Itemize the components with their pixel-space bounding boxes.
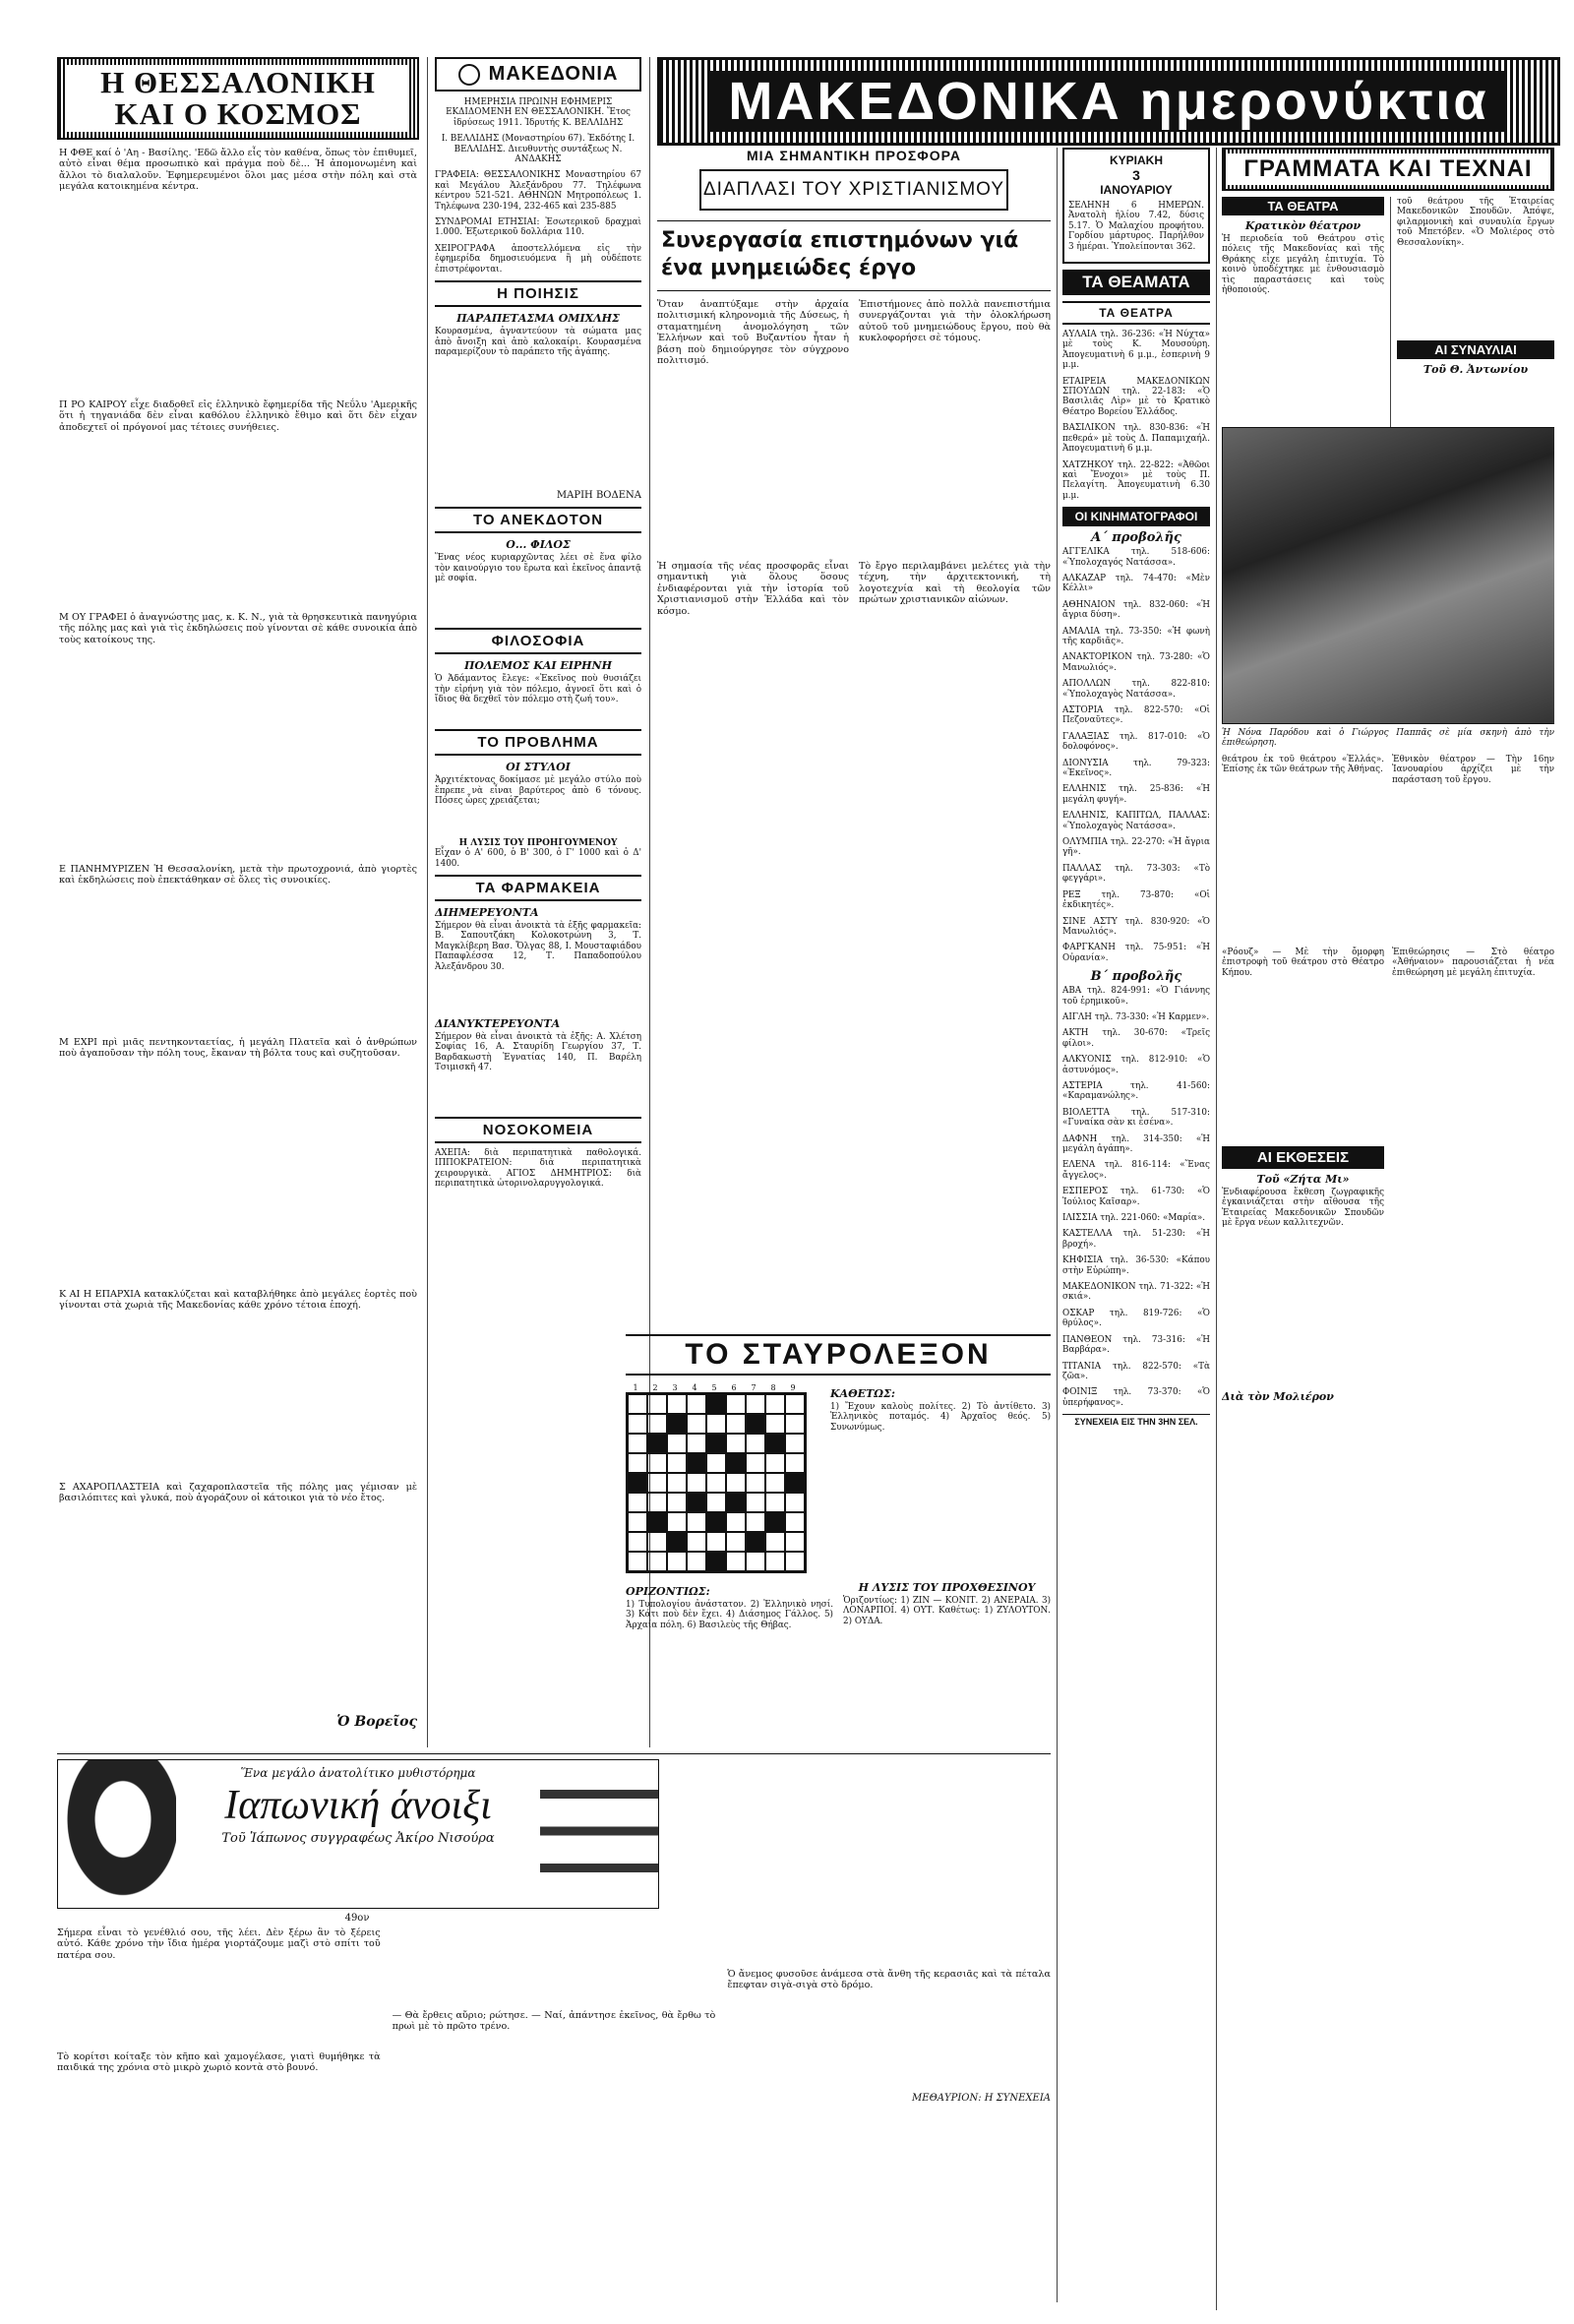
down-clues: 1) Ἔχουν καλοὺς πολίτες. 2) Τὸ ἀντίθετο. 3) Ἑλληνικὸς ποταμός. 4) Ἀρχαῖος θεός. 5) Συνωνύμως. (830, 1402, 1051, 1433)
article-paragraph: Σ ΑΧΑΡΟΠΛΑΣΤΕΙΑ καὶ ζαχαροπλαστεῖα τῆς πόλης μας γέμισαν μὲ βασιλόπιτες καὶ γλυκά, ποὺ ἀγοράζουν οἱ κάτοικοι γιὰ τὸ νέο ἔτος. (59, 1482, 417, 1504)
cinema-listing: ΕΛΛΗΝΙΣ, ΚΑΠΙΤΩΛ, ΠΑΛΛΑΣ: «Ὑπολοχαγὸς Νατάσσα». (1062, 811, 1210, 831)
cinema-listing: ΤΙΤΑΝΙΑ τηλ. 822-570: «Τὰ ζῶα». (1062, 1361, 1210, 1381)
arts-theatre-title: ΤΑ ΘΕΑΤΡΑ (1222, 197, 1384, 215)
arts-theatre-body: Ἡ περιοδεία τοῦ Θεάτρου στὶς πόλεις τῆς Μακεδονίας καὶ τῆς Θράκης εἶχε μεγάλη ἐπιτυχία. Τὸ κοινὸ ὑποδέχτηκε μὲ ἐνθουσιασμὸ τὶς παραστάσεις καὶ τοὺς ἠθοποιούς. (1222, 234, 1384, 296)
stage-photo (1222, 427, 1554, 724)
masthead-notice: ΧΕΙΡΟΓΡΑΦΑ ἀποστελλόμενα εἰς τὴν ἐφημερίδα δημοσιευόμενα ἢ μὴ οὐδέποτε ἐπιστρέφονται. (435, 243, 641, 275)
pharmacies-subtitle: ΔΙΗΜΕΡΕΥΟΝΤΑ (435, 905, 539, 919)
series-title: ΔΙΑΠΛΑΣΙ ΤΟΥ ΧΡΙΣΤΙΑΝΙΣΜΟΥ (699, 169, 1008, 211)
center-headline: Συνεργασία επιστημόνων γιά ένα μνημειώδες έργο (661, 228, 1019, 280)
masthead-offices: ΓΡΑΦΕΙΑ: ΘΕΣΣΑΛΟΝΙΚΗΣ Μοναστηρίου 67 καὶ Μεγάλου Ἀλεξάνδρου 77. Τηλέφωνα κέντρου 521-521. ΑΘΗΝΩΝ Μητροπόλεως 1. Τηλέφωνα 230-194, 232-465 καὶ 235-885 (435, 170, 641, 212)
cinema-listing: ΟΛΥΜΠΙΑ τηλ. 22-270: «Ἡ ἄγρια γῆ». (1062, 837, 1210, 858)
cinema-listing: ΑΚΤΗ τηλ. 30-670: «Τρεῖς φίλοι». (1062, 1028, 1210, 1049)
anecdote-subtitle: Ο... ΦΙΛΟΣ (506, 538, 571, 552)
cinema-listing: ΔΙΟΝΥΣΙΑ τηλ. 79-323: «Ἐκεῖνος». (1062, 758, 1210, 779)
novel-episode: 49ον (344, 1913, 370, 1924)
crossword-solution: Ὁριζοντίως: 1) ΖΙΝ — ΚΟΝΙΤ. 2) ΑΝΕΡΑΙΑ. 3) ΛΟΝΑΡΠΟΙ. 4) ΟΥΤ. Καθέτως: 1) ΖΥΛΟΥΤΟΝ. 2) ΟΥΔΑ. (843, 1596, 1051, 1626)
anecdote-body: Ἕνας νέος κυριαρχῶντας λέει σὲ ἕνα φίλο τὸν καινούργιο του ἔρωτα καὶ ἐκεῖνος ἀπαντᾷ μὲ σοφία. (435, 553, 641, 583)
cinema-listing: ΑΠΟΛΛΩΝ τηλ. 822-810: «Ὑπολοχαγὸς Νατάσσα». (1062, 679, 1210, 700)
molieros-subtitle: Διὰ τὸν Μολιέρον (1222, 1389, 1334, 1403)
article-paragraph: Μ ΕΧΡΙ πρὶ μιᾶς πεντηκονταετίας, ἡ μεγάλη Πλατεῖα καὶ ὁ ἀνθρώπων ποὺ ἀγαποῦσαν τὴν πόλη τους, ἔκαναν τὴ βόλτα τους καὶ συζητοῦσαν. (59, 1037, 417, 1060)
cinema-listing: ΙΛΙΣΣΙΑ τηλ. 221-060: «Μαρία». (1062, 1213, 1206, 1224)
arts-paragraph: Ἐθνικὸν θέατρον — Τὴν 16ην Ἰανουαρίου ἀρχίζει μὲ τὴν παράσταση τοῦ ἔργου. (1392, 754, 1554, 785)
poetry-author: ΜΑΡΙΗ ΒΟΔΕΝΑ (556, 490, 641, 502)
exhibitions-subtitle: Τοῦ «Ζήτα Μι» (1256, 1172, 1350, 1186)
crossword-numbers: 1 2 3 4 5 6 7 8 9 (633, 1383, 796, 1392)
problem-solution-title: Η ΛΥΣΙΣ ΤΟΥ ΠΡΟΗΓΟΥΜΕΝΟΥ (458, 838, 618, 849)
center-kicker: ΜΙΑ ΣΗΜΑΝΤΙΚΗ ΠΡΟΣΦΟΡΑ (746, 148, 962, 163)
cinemas-title: ΟΙ ΚΙΝΗΜΑΤΟΓΡΑΦΟΙ (1062, 507, 1210, 526)
cinema-listing: ΑΜΑΛΙΑ τηλ. 73-350: «Ἡ φωνὴ τῆς καρδιᾶς». (1062, 626, 1210, 646)
pharmacies-night: Σήμερον θὰ εἶναι ἀνοικτὰ τὰ ἑξῆς: Α. Χλέτση Σοφίας 16, Α. Σταυρίδη Γεωργίου 37, Τ. Βαρδακωστὴ Ἐγνατίας 140, Π. Βαρέλη Τσιμισκῆ 47. (435, 1031, 641, 1073)
cinema-column (1062, 148, 1210, 2310)
across-title: ΟΡΙΖΟΝΤΙΩΣ: (626, 1585, 710, 1598)
philosophy-body: Ὁ Ἀδάμαντος ἔλεγε: «Ἐκεῖνος ποὺ θυσιάζει τὴν εἰρήνη γιὰ τὸν πόλεμο, ἀγνοεῖ ὅτι καὶ ὁ ἴδιος θὰ δεχθεῖ τὸν πόλεμο στὴ ζωή του». (435, 674, 641, 704)
novel-byline: Τοῦ Ἰάπωνος συγγραφέως Ἀκίρο Νισούρα (221, 1831, 495, 1846)
cinema-listing: ΦΟΙΝΙΞ τηλ. 73-370: «Ὁ ὑπερήφανος». (1062, 1387, 1210, 1408)
date-box: ΚΥΡΙΑΚΗ 3 ΙΑΝΟΥΑΡΙΟΥ ΣΕΛΗΝΗ 6 ΗΜΕΡΩΝ. Ἀνατολὴ ἡλίου 7.42, δύσις 5.17. Ὁ Μαλαχίου προφήτου. Γορδίου μάρτυρος. Παρήλθον 3 ἡμέραι. Ὑπολείπονται 362. (1062, 148, 1210, 264)
makedonia-logo: ΜΑΚΕΔΟΝΙΑ (435, 57, 641, 92)
novel-title: Ιαπωνική άνοιξι (224, 1783, 492, 1828)
concerts-title: ΑΙ ΣΥΝΑΥΛΙΑΙ (1397, 340, 1554, 359)
masthead-subscription: ΣΥΝΔΡΟΜΑΙ ΕΤΗΣΙΑΙ: Ἐσωτερικοῦ δραχμαὶ 1.000. Ἐξωτερικοῦ δολλάρια 110. (435, 217, 641, 238)
section-title-pharmacies: ΤΑ ΦΑΡΜΑΚΕΙΑ (435, 875, 641, 901)
cinema-listing: ΑΛΚΑΖΑΡ τηλ. 74-470: «Μὲν Κέλλι» (1062, 573, 1210, 594)
cinema-listing: ΑΣΤΕΡΙΑ τηλ. 41-560: «Καραμανώλης». (1062, 1080, 1210, 1102)
masthead-title: ΜΑΚΕΔΟΝΙΚΑ ημερονύκτια (710, 71, 1506, 132)
cinema-listing: ΡΕΞ τηλ. 73-870: «Οἱ ἐκδικητές». (1062, 889, 1210, 911)
cinema-listing: ΑΘΗΝΑΙΟΝ τηλ. 832-060: «Ἡ ἄγρια δύση». (1062, 599, 1210, 621)
poetry-subtitle: ΠΑΡΑΠΕΤΑΣΜΑ ΟΜΙΧΛΗΣ (456, 312, 620, 326)
novel-section (57, 1759, 1051, 2310)
cinema-listing: ΚΑΣΤΕΛΛΑ τηλ. 51-230: «Ἡ βροχή». (1062, 1229, 1210, 1250)
pharmacies-body: Σήμερον θὰ εἶναι ἀνοικτὰ τὰ ἑξῆς φαρμακεῖα: Β. Σαπουτζάκη Κολοκοτρώνη 3, Τ. Μαγκλίβερη Βασ. Ὄλγας 88, Ι. Μουσταφιάδου Παπαφλέσσα 12, Τ. Παπαδοπούλου Ἀλεξάνδρου 30. (435, 920, 641, 972)
problem-solution: Εἶχαν ὁ Α' 600, ὁ Β' 300, ὁ Γ' 1000 καὶ ὁ Δ' 1400. (435, 848, 641, 869)
problem-subtitle: ΟΙ ΣΤΥΛΟΙ (506, 761, 571, 774)
cinema-listing: ΕΛΛΗΝΙΣ τηλ. 25-836: «Ἡ μεγάλη φυγή». (1062, 784, 1210, 805)
arts-paragraph: «Ρόουζ» — Μὲ τὴν ὄμορφη ἐπιστροφὴ τοῦ θεάτρου στὸ Θέατρο Κήπου. (1222, 947, 1384, 978)
cinema-listing: ΑΓΓΕΛΙΚΑ τηλ. 518-606: «Ὑπολοχαγός Νατάσσα». (1062, 547, 1210, 568)
first-run-title: Α΄ προβολῆς (1091, 530, 1181, 546)
novel-portrait (58, 1760, 176, 1908)
cinema-listing: ΑΒΑ τηλ. 824-991: «Ὁ Γιάννης τοῦ ἐρημικοῦ». (1062, 986, 1210, 1007)
novel-paragraph: — Θὰ ἔρθεις αὔριο; ρώτησε. — Ναί, ἀπάντησε ἐκεῖνος, θὰ ἔρθω τὸ πρωὶ μὲ τὸ πρῶτο τρένο. (392, 2010, 716, 2033)
sun-emblem-icon (458, 64, 480, 86)
cinema-listing: ΣΙΝΕ ΑΣΤΥ τηλ. 830-920: «Ὁ Μανωλιός». (1062, 916, 1210, 937)
section-title-philosophy: ΦΙΛΟΣΟΦΙΑ (435, 628, 641, 654)
pharmacies-night-title: ΔΙΑΝΥΚΤΕΡΕΥΟΝΤΑ (435, 1016, 561, 1030)
arts-column (1222, 148, 1554, 2310)
center-column (657, 148, 1051, 1326)
masthead-banner (657, 57, 1560, 146)
cinema-listing: ΕΣΠΕΡΟΣ τηλ. 61-730: «Ὁ Ἰούλιος Καῖσαρ». (1062, 1187, 1210, 1207)
theatres-subtitle: ΤΑ ΘΕΑΤΡΑ (1062, 301, 1210, 325)
article-paragraph: Ε ΠΑΝΗΜΥΡΙΖΕΝ Ἡ Θεσσαλονίκη, μετὰ τὴν πρωτοχρονιά, ἀπὸ γιορτὲς καὶ ἐκδηλώσεις ποὺ ἐπεκτάθηκαν σὲ ὅλες τὶς συνοικίες. (59, 864, 417, 887)
theatre-listing: ΕΤΑΙΡΕΙΑ ΜΑΚΕΔΟΝΙΚΩΝ ΣΠΟΥΔΩΝ τηλ. 22-183: «Ὁ Βασιλιᾶς Λὶρ» μὲ τὸ Κρατικὸ Θέατρο Βορείου Ἑλλάδος. (1062, 376, 1210, 417)
arts-right-body: τοῦ θεάτρου τῆς Ἑταιρείας Μακεδονικῶν Σπουδῶν. Ἀπόψε, φιλαρμονικὴ καὶ συναυλία ἔργων τοῦ Μπετόβεν. «Ὁ Μολιέρος στὸ Θεσσαλονίκη». (1397, 197, 1554, 248)
center-paragraph: Ὅταν ἀναπτύξαμε στὴν ἀρχαία πολιτισμική κληρονομιὰ τῆς Δύσεως, ἡ σταματημένη ἀνομολόγηση τῶν Ἑλλήνων καὶ τοῦ Βυζαντίου ἦταν ἡ βάση ποὺ δημιούργησε τὸν σύγχρονο πολιτισμό. (657, 299, 849, 367)
cinema-listing: ΕΛΕΝΑ τηλ. 816-114: «Ἕνας ἄγγελος». (1062, 1160, 1210, 1181)
center-paragraph: Ἐπιστήμονες ἀπὸ πολλὰ πανεπιστήμια συνεργάζονται γιὰ τὴν ὁλοκλήρωση αὐτοῦ τοῦ μνημειώδους ἔργου, ποὺ θὰ κυκλοφορήσει σὲ τόμους. (859, 299, 1051, 344)
down-title: ΚΑΘΕΤΩΣ: (830, 1387, 895, 1400)
concerts-subtitle: Τοῦ Θ. Ἀντωνίου (1423, 363, 1529, 376)
theatre-listing: ΧΑΤΖΗΚΟΥ τηλ. 22-822: «Ἀθῶοι καὶ Ἔνοχοι» μὲ τοὺς Π. Πελαγίτη. Ἀπογευματινὴ 6.30 μ.μ. (1062, 459, 1210, 501)
left-column (57, 57, 419, 1747)
cinema-listing: ΠΑΛΛΑΣ τηλ. 73-303: «Τὸ φεγγάρι». (1062, 863, 1210, 885)
novel-paragraph: Σήμερα εἶναι τὸ γενέθλιό σου, τῆς λέει. Δὲν ξέρω ἂν τὸ ξέρεις αὐτό. Κάθε χρόνο τὴν ἴδια ἡμέρα γιορτάζουμε μαζὶ στὸ σπίτι τοῦ πατέρα σου. (57, 1927, 381, 1961)
article-paragraph: Η ΦΘΕ καί ὁ 'Αη - Βασίλης. 'Εδῶ ἄλλο εἶς τὸν καθένα, ὅπως τὸν ἐπιθυμεῖ, αὐτὸ εἶναι θέμα προσωπικὸ καὶ πράγμα ποὺ δὲ... Ἡ ἀπομονωμένη καὶ ἄλλοι τὸ διαλαλοῦν. Ἐφημερευμένοι ὅλοι μας μέσα στὴν πόλη καὶ στὰ μεγάλα κατοικημένα κέντρα. (59, 148, 417, 193)
photo-caption: Ἡ Νόνα Παρόδου καὶ ὁ Γιώργος Παππᾶς σὲ μία σκηνὴ ἀπὸ τὴν ἐπιθεώρηση. (1222, 728, 1554, 749)
crossword-section (626, 1334, 1051, 1747)
arts-theatre-subtitle: Κρατικὸν θέατρον (1244, 219, 1362, 232)
cinema-listing: ΓΑΛΑΞΙΑΣ τηλ. 817-010: «Ὁ δολοφόνος». (1062, 731, 1210, 753)
novel-paragraph: Ὁ ἄνεμος φυσοῦσε ἀνάμεσα στὰ ἄνθη τῆς κερασιᾶς καὶ τὰ πέταλα ἔπεφταν σιγὰ-σιγὰ στὸ δρόμο. (727, 1969, 1051, 1991)
section-title-problem: ΤΟ ΠΡΟΒΛΗΜΑ (435, 729, 641, 756)
section-title-anecdote: ΤΟ ΑΝΕΚΔΟΤΟΝ (435, 507, 641, 533)
cinema-listing: ΒΙΟΛΕΤΤΑ τηλ. 517-310: «Γυναίκα σὰν κι ἐσένα». (1062, 1107, 1210, 1129)
exhibitions-body: Ἐνδιαφέρουσα ἔκθεση ζωγραφικῆς ἐγκαινιάζεται στὴν αἴθουσα τῆς Ἑταιρείας Μακεδονικῶν Σπουδῶν μὲ ἔργα νέων καλλιτεχνῶν. (1222, 1187, 1384, 1229)
center-paragraph: Ἡ σημασία τῆς νέας προσφορᾶς εἶναι σημαντικὴ γιὰ ὅλους ὅσους ἐνδιαφέρονται γιὰ τὴν ἱστορία τοῦ Χριστιανισμοῦ στὴν Ἑλλάδα καὶ τὸν κόσμο. (657, 561, 849, 617)
hospitals-body: ΑΧΕΠΑ: διὰ περιπατητικὰ παθολογικά. ΙΠΠΟΚΡΑΤΕΙΟΝ: διὰ περιπατητικὰ χειρουργικὰ. ΑΓΙΟΣ ΔΗΜΗΤΡΙΟΣ: διὰ περιπατητικὰ ὠτορινολαρυγγολογικά. (435, 1147, 641, 1190)
crossword-grid (626, 1392, 807, 1573)
cinema-listing: ΑΛΚΥΟΝΙΣ τηλ. 812-910: «Ὁ ἀστυνόμος». (1062, 1055, 1210, 1075)
cinema-listing: ΑΝΑΚΤΟΡΙΚΟΝ τηλ. 73-280: «Ὁ Μανωλιός». (1062, 652, 1210, 673)
cinema-listing: ΟΣΚΑΡ τηλ. 819-726: «Ὁ θρύλος». (1062, 1308, 1210, 1329)
theatre-listing: ΑΥΛΑΙΑ τηλ. 36-236: «Ἡ Νύχτα» μὲ τοὺς Κ. Μουσούρη. Ἀπογευματινὴ 6 μ.μ., ἑσπερινὴ 9 μ.μ. (1062, 330, 1210, 371)
newspaper-page (57, 57, 1554, 2310)
article-paragraph: Μ ΟΥ ΓΡΑΦΕΙ ὁ ἀναγνώστης μας, κ. Κ. Ν., γιὰ τὰ θρησκευτικὰ πανηγύρια τῆς πόλης μας καὶ γιὰ τὶς ἐκδηλώσεις ποὺ γίνονται σὲ κάθε συνοικία ἀπὸ τοὺς κατοίκους της. (59, 612, 417, 645)
arts-title: ΓΡΑΜΜΑΤΑ ΚΑΙ ΤΕΧΝΑΙ (1228, 153, 1548, 185)
cinema-listing: ΜΑΚΕΔΟΝΙΚΟΝ τηλ. 71-322: «Ἡ σκιά». (1062, 1282, 1210, 1303)
novel-kicker: Ἕνα μεγάλο ἀνατολίτικο μυθιστόρημα (240, 1766, 476, 1780)
masthead-publisher: Ι. ΒΕΛΛΙΔΗΣ (Μοναστηρίου 67). Ἐκδότης Ι. ΒΕΛΛΙΔΗΣ. Διευθυντὴς συντάξεως Ν. ΑΝΔΑΚΗΣ (441, 134, 636, 165)
theatre-listing: ΒΑΣΙΛΙΚΟΝ τηλ. 830-836: «Ἡ πεθερά» μὲ τοὺς Δ. Παπαμιχαήλ. Ἀπογευματινὴ 6 μ.μ. (1062, 423, 1210, 455)
exhibitions-title: ΑΙ ΕΚΘΕΣΕΙΣ (1222, 1146, 1384, 1169)
poetry-body: Κουρασμένα, ἀγναντεύουν τὰ σώματα μας ἀπὸ ἄνοιξη καὶ ἀπὸ καλοκαίρι. Κουρασμένα παραμερίζουν τὸ παράπετο τῆς ἀγάπης. (435, 327, 641, 357)
left-headline-box (57, 57, 419, 140)
arts-title-box (1222, 148, 1554, 191)
pagoda-illustration (540, 1760, 658, 1908)
second-run-title: Β΄ προβολῆς (1090, 969, 1182, 985)
section-title-hospitals: ΝΟΣΟΚΟΜΕΙΑ (435, 1117, 641, 1143)
cinema-listing: ΠΑΝΘΕΟΝ τηλ. 73-316: «Ἡ Βαρβάρα». (1062, 1334, 1210, 1356)
section-title-poetry: Η ΠΟΙΗΣΙΣ (435, 280, 641, 307)
cinema-listing: ΑΣΤΟΡΙΑ τηλ. 822-570: «Οἱ Πεζοναῦτες». (1062, 705, 1210, 726)
center-paragraph: Τὸ ἔργο περιλαμβάνει μελέτες γιὰ τὴν τέχνη, τὴν ἀρχιτεκτονική, τὴ λογοτεχνία καὶ τὴ θεολογία τῶν πρώτων χριστιανικῶν αἰώνων. (859, 561, 1051, 606)
left-headline: Η ΘΕΣΣΑΛΟΝΙΚΗ ΚΑΙ Ο ΚΟΣΜΟΣ (67, 65, 409, 132)
cinema-footer: ΣΥΝΕΧΕΙΑ ΕΙΣ ΤΗΝ 3ΗΝ ΣΕΛ. (1062, 1414, 1210, 1427)
cinema-listing: ΔΑΦΝΗ τηλ. 314-350: «Ἡ μεγάλη ἀγάπη». (1062, 1133, 1210, 1154)
signature: Ὁ Βορεῖος (336, 1714, 417, 1730)
philosophy-subtitle: ΠΟΛΕΜΟΣ ΚΑΙ ΕΙΡΗΝΗ (464, 659, 612, 673)
theatres-title: ΤΑ ΘΕΑΜΑΤΑ (1062, 270, 1210, 295)
masthead-intro: ΗΜΕΡΗΣΙΑ ΠΡΩΙΝΗ ΕΦΗΜΕΡΙΣ ΕΚΔΙΔΟΜΕΝΗ ΕΝ ΘΕΣΣΑΛΟΝΙΚΗ. Ἔτος ἱδρύσεως 1911. Ἱδρυτής Κ. ΒΕΛΛΙΔΗΣ (446, 97, 631, 128)
crossword-solution-title: Η ΛΥΣΙΣ ΤΟΥ ΠΡΟΧΘΕΣΙΝΟΥ (858, 1581, 1036, 1594)
arts-paragraph: Ἐπιθεώρησις — Στὸ θέατρο «Ἀθήναιον» παρουσιάζεται ἡ νέα ἐπιθεώρηση μὲ μεγάλη ἐπιτυχία. (1392, 947, 1554, 978)
across-clues: 1) Τυπολογίου ἀνάστατον. 2) Ἐλληνικὸ νησί. 3) Κάτι ποὺ δὲν ἔχει. 4) Διάσημος Γάλλος. 5) Ἀρχαία πόλη. 6) Βασιλεὺς τῆς Θήβας. (626, 1600, 833, 1630)
cinema-listing: ΑΙΓΛΗ τηλ. 73-330: «Ἡ Καρμεν». (1062, 1011, 1210, 1022)
cinema-listing: ΦΑΡΓΚΑΝΗ τηλ. 75-951: «Ἡ Οὐρανία». (1062, 943, 1210, 963)
article-paragraph: Π ΡΟ ΚΑΙΡΟΥ εἶχε διαδοθεῖ εἰς ἑλληνικὸ ἔφημερίδα τῆς Νεΰλυ 'Αμερικῆς ὅτι ἡ τηγανιάδα δὲν εἶναι καθόλου ἑλληνικὸ ἔθιμο καὶ ὅτι δὲν εἶχαν ἀποδεχτεῖ οἱ πρόγονοί μας τέτοιες συνήθειες. (59, 399, 417, 433)
cinema-listing: ΚΗΦΙΣΙΑ τηλ. 36-530: «Κάπου στὴν Εὐρώπη». (1062, 1255, 1210, 1276)
info-column (435, 57, 641, 1747)
arts-paragraph: θεάτρου ἐκ τοῦ θεάτρου «Ἐλλάς». Ἐπίσης ἐκ τῶν θεάτρων τῆς Ἀθήνας. (1222, 754, 1384, 775)
article-paragraph: Κ ΑΙ Η ΕΠΑΡΧΙΑ κατακλύζεται καὶ καταβλήθηκε ἀπὸ μεγάλες ἑορτὲς ποὺ γίνονται στὰ χωριὰ τῆς Μακεδονίας κάθε χρόνο τέτοια ἐποχή. (59, 1289, 417, 1312)
novel-paragraph: Τὸ κορίτσι κοίταξε τὸν κῆπο καὶ χαμογέλασε, γιατὶ θυμήθηκε τὰ παιδικά της χρόνια στὸ μικρὸ χωριὸ κοντὰ στὸ βουνό. (57, 2051, 381, 2074)
novel-continuation: ΜΕΘΑΥΡΙΟΝ: Η ΣΥΝΕΧΕΙΑ (912, 2093, 1051, 2104)
problem-body: Ἀρχιτέκτονας δοκίμασε μὲ μεγάλο στύλο ποὺ ἔπρεπε νὰ εἶναι βαρύτερος ἀπὸ 6 τόνους. Πόσες ὧρες χρειάζεται; (435, 775, 641, 806)
crossword-title: ΤΟ ΣΤΑΥΡΟΛΕΞΟΝ (626, 1334, 1051, 1376)
